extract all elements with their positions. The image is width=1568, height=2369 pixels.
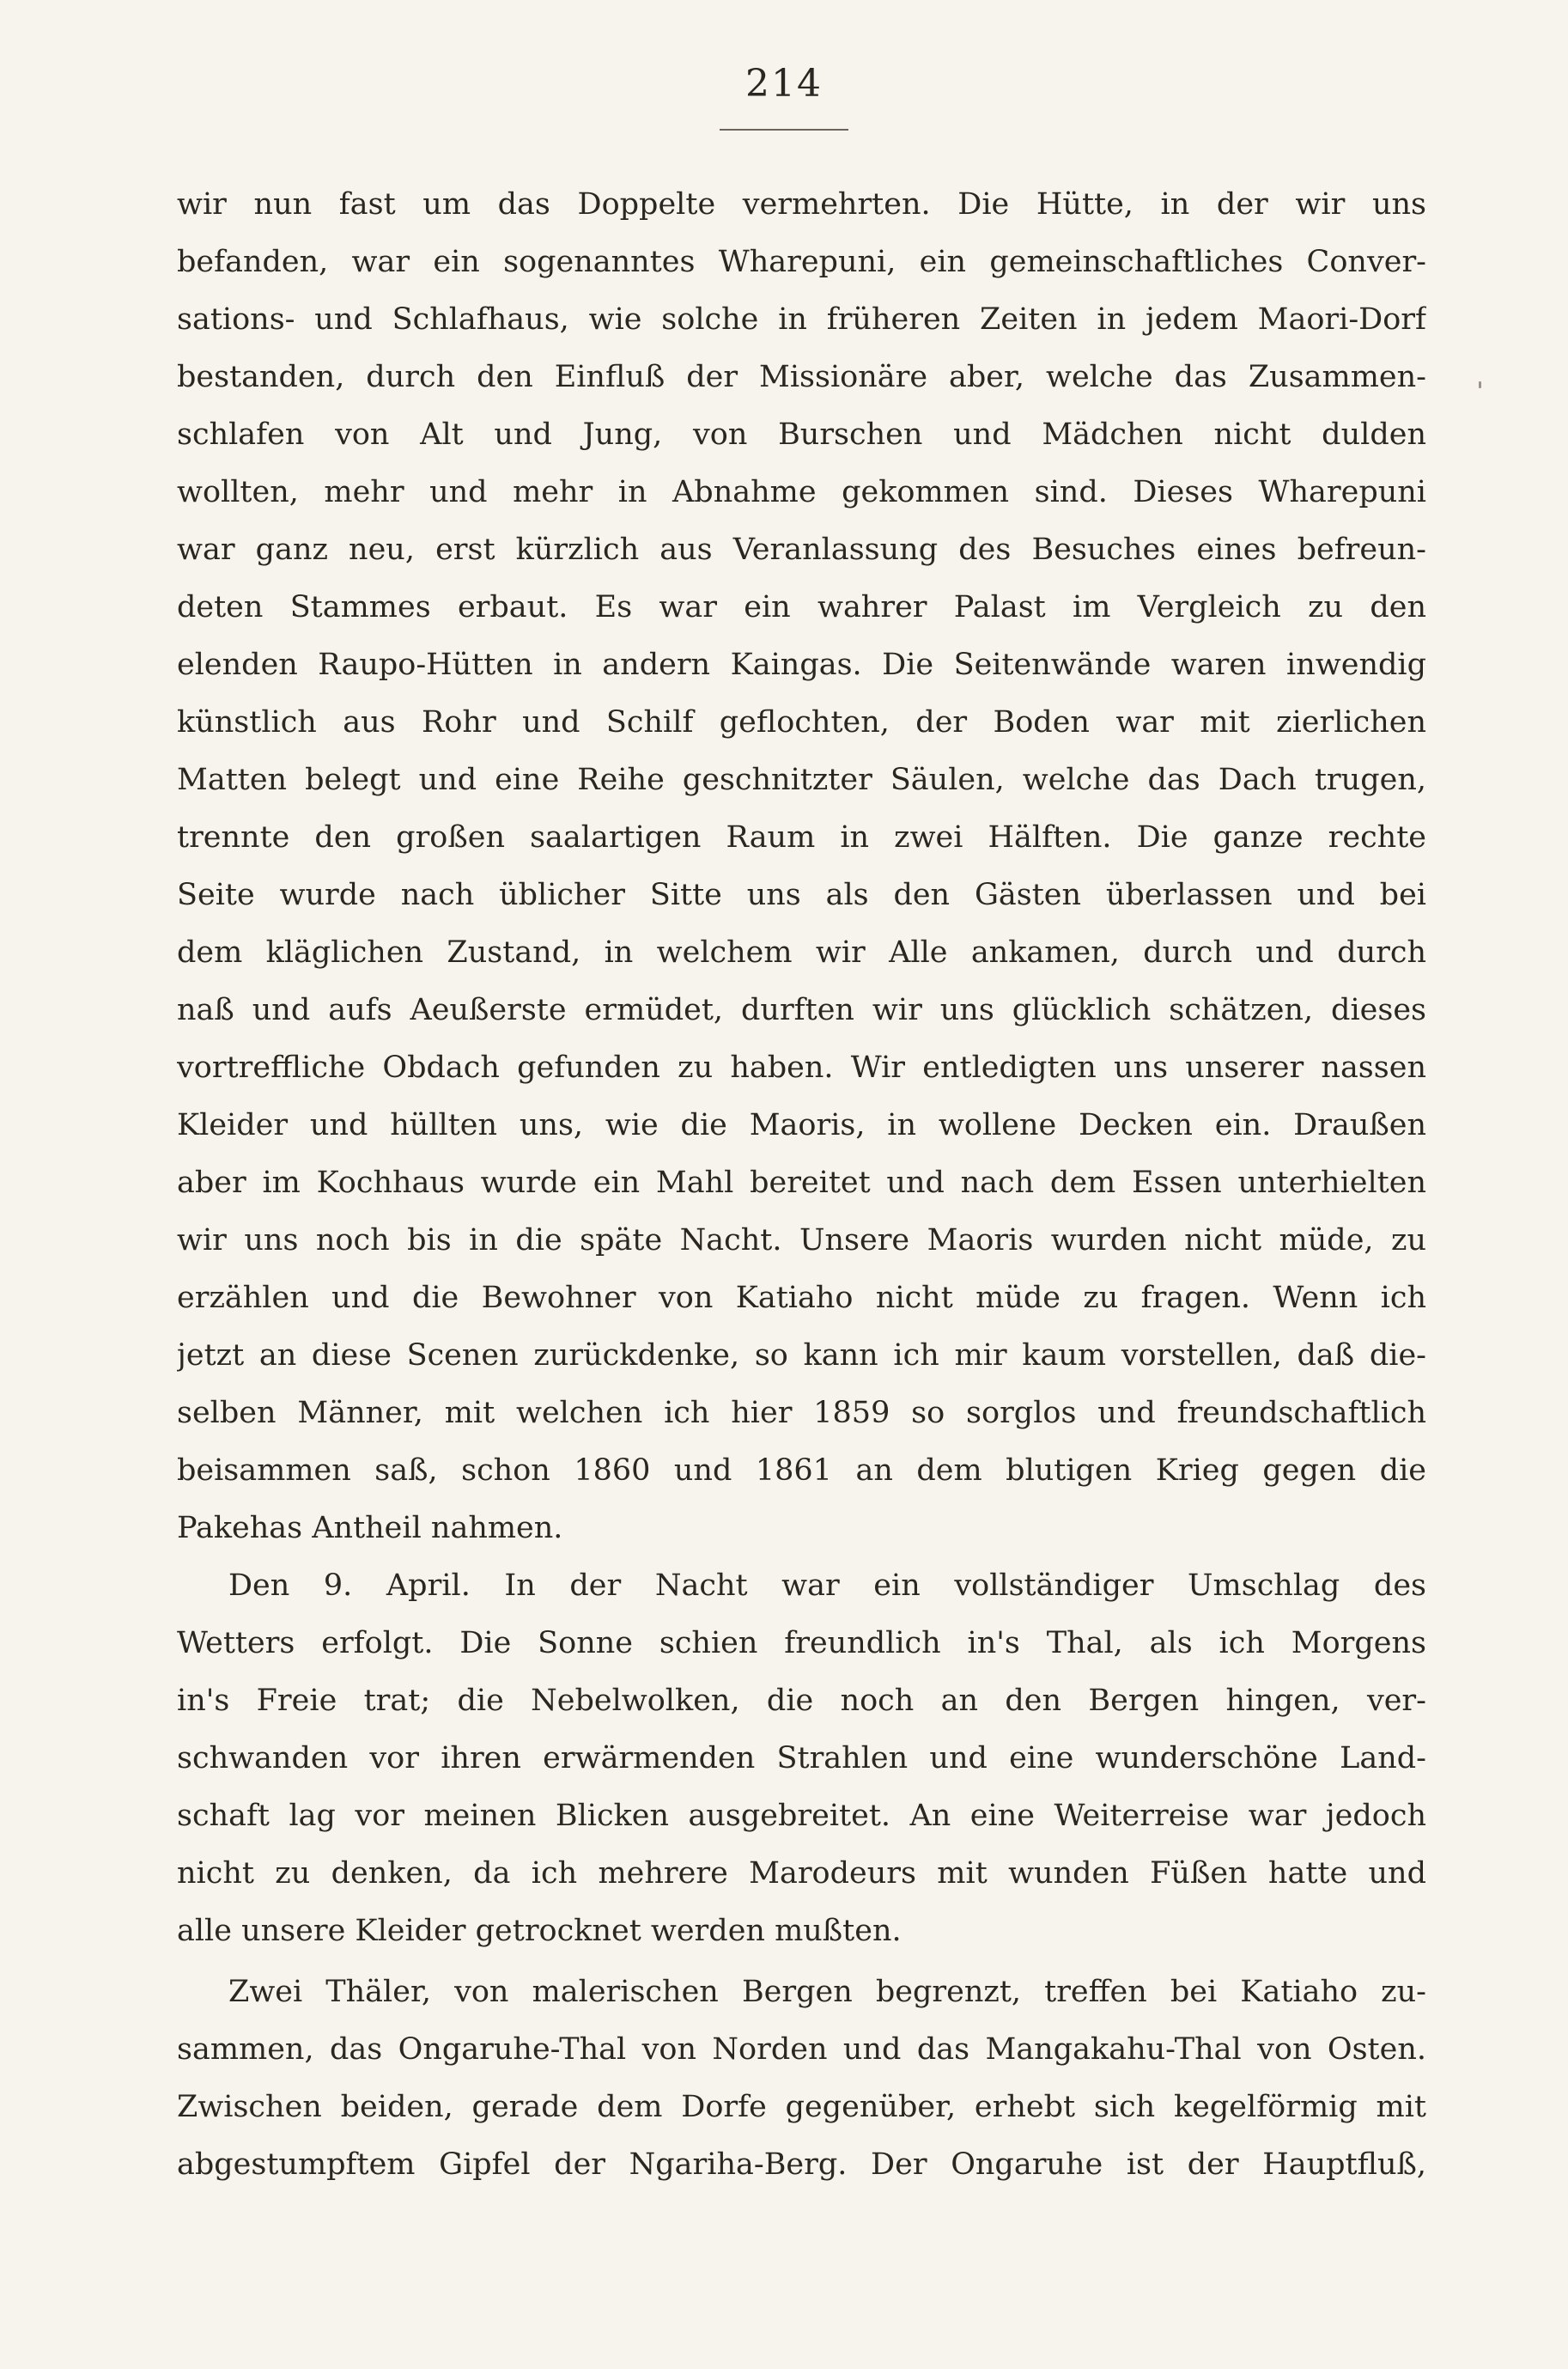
text-line: in's Freie trat; die Nebelwolken, die noch an den Bergen hingen, ver- — [177, 1684, 1426, 1718]
text-line: elenden Raupo-Hütten in andern Kaingas. Die Seitenwände waren inwendig — [177, 648, 1426, 682]
text-line: Seite wurde nach üblicher Sitte uns als den Gästen überlassen und bei — [177, 878, 1426, 912]
text-line: wollten, mehr und mehr in Abnahme gekommen sind. Dieses Wharepuni — [177, 475, 1426, 509]
text-line: wir uns noch bis in die späte Nacht. Unsere Maoris wurden nicht müde, zu — [177, 1223, 1426, 1258]
text-line: schwanden vor ihren erwärmenden Strahlen und eine wunderschöne Land- — [177, 1741, 1426, 1775]
text-line: vortreffliche Obdach gefunden zu haben. Wir entledigten uns unserer nassen — [177, 1051, 1426, 1085]
text-line: abgestumpftem Gipfel der Ngariha-Berg. Der Ongaruhe ist der Hauptfluß, — [177, 2147, 1426, 2182]
body-text — [177, 176, 1426, 2194]
text-line: Wetters erfolgt. Die Sonne schien freundlich in's Thal, als ich Morgens — [177, 1626, 1426, 1660]
paragraph — [177, 1557, 1426, 1960]
text-line: Pakehas Antheil nahmen. — [177, 1511, 563, 1545]
text-line: schaft lag vor meinen Blicken ausgebreitet. An eine Weiterreise war jedoch — [177, 1799, 1426, 1833]
text-line: erzählen und die Bewohner von Katiaho nicht müde zu fragen. Wenn ich — [177, 1281, 1426, 1315]
text-line: naß und aufs Aeußerste ermüdet, durften wir uns glücklich schätzen, dieses — [177, 993, 1426, 1027]
text-line: nicht zu denken, da ich mehrere Marodeurs mit wunden Füßen hatte und — [177, 1856, 1426, 1891]
text-line: war ganz neu, erst kürzlich aus Veranlassung des Besuches eines befreun- — [177, 533, 1426, 567]
text-line: Zwischen beiden, gerade dem Dorfe gegenüber, erhebt sich kegelförmig mit — [177, 2090, 1426, 2124]
text-line: wir nun fast um das Doppelte vermehrten. Die Hütte, in der wir uns — [177, 187, 1426, 222]
text-line: Zwei Thäler, von malerischen Bergen begrenzt, treffen bei Katiaho zu- — [228, 1975, 1426, 2009]
page-number: 214 — [745, 62, 823, 106]
text-line: sammen, das Ongaruhe-Thal von Norden und das Mangakahu-Thal von Osten. — [177, 2032, 1426, 2067]
text-line: sations- und Schlafhaus, wie solche in früheren Zeiten in jedem Maori-Dorf — [177, 302, 1426, 337]
text-line: deten Stammes erbaut. Es war ein wahrer Palast im Vergleich zu den — [177, 590, 1426, 624]
text-line: Kleider und hüllten uns, wie die Maoris, in wollene Decken ein. Draußen — [177, 1108, 1426, 1142]
text-line: alle unsere Kleider getrocknet werden mußten. — [177, 1914, 902, 1948]
header-rule — [720, 129, 848, 131]
text-line: selben Männer, mit welchen ich hier 1859 so sorglos und freundschaftlich — [177, 1396, 1426, 1430]
text-line: künstlich aus Rohr und Schilf geflochten, der Boden war mit zierlichen — [177, 705, 1426, 740]
text-line: dem kläglichen Zustand, in welchem wir Alle ankamen, durch und durch — [177, 935, 1426, 970]
text-line: trennte den großen saalartigen Raum in zwei Hälften. Die ganze rechte — [177, 820, 1426, 855]
text-line: bestanden, durch den Einfluß der Missionäre aber, welche das Zusammen- — [177, 360, 1426, 394]
text-line: beisammen saß, schon 1860 und 1861 an dem blutigen Krieg gegen die — [177, 1453, 1426, 1488]
text-line: Den 9. April. In der Nacht war ein vollständiger Umschlag des — [228, 1568, 1426, 1603]
text-line: jetzt an diese Scenen zurückdenke, so kann ich mir kaum vorstellen, daß die- — [177, 1338, 1426, 1373]
paper-speck — [1479, 381, 1481, 388]
paragraph — [177, 1964, 1426, 2194]
text-line: befanden, war ein sogenanntes Wharepuni, ein gemeinschaftliches Conver- — [177, 245, 1426, 279]
paragraph — [177, 176, 1426, 1557]
text-line: Matten belegt und eine Reihe geschnitzter Säulen, welche das Dach trugen, — [177, 763, 1426, 797]
text-line: schlafen von Alt und Jung, von Burschen und Mädchen nicht dulden — [177, 417, 1426, 452]
text-line: aber im Kochhaus wurde ein Mahl bereitet und nach dem Essen unterhielten — [177, 1166, 1426, 1200]
